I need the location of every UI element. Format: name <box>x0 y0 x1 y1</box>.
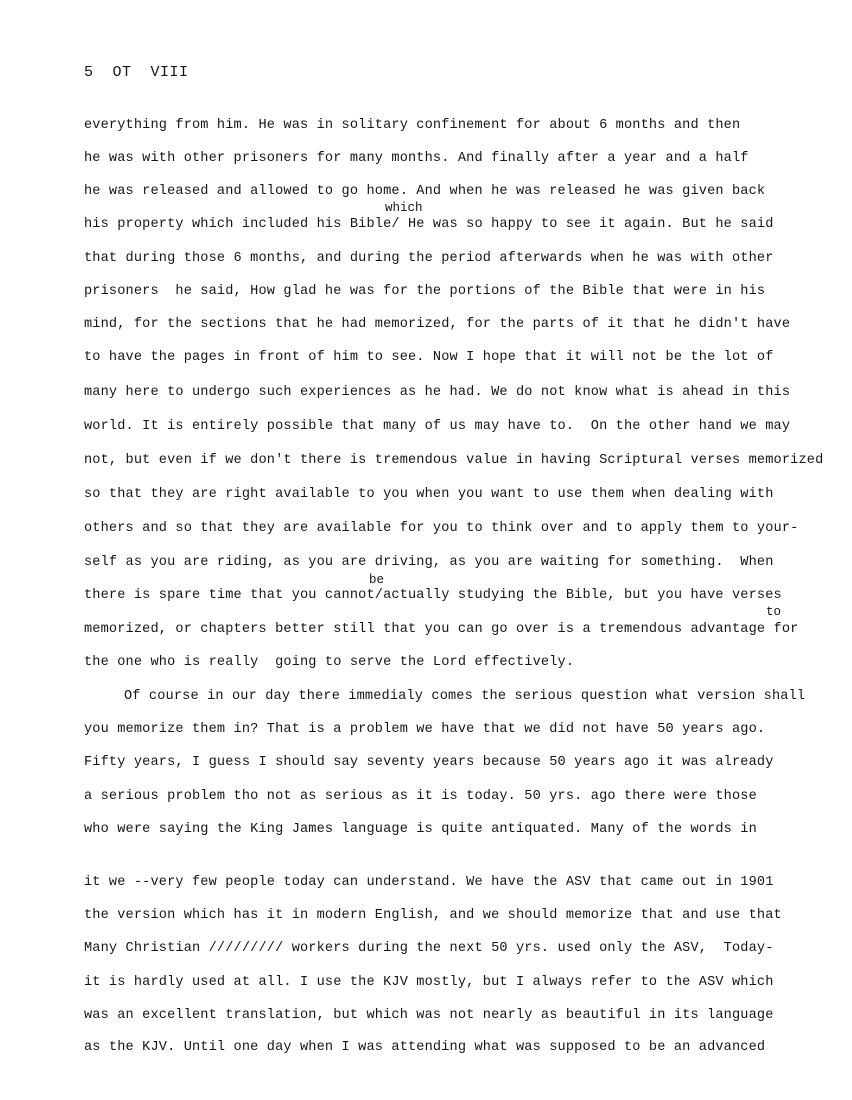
text-line: he was with other prisoners for many months. And finally after a year and a half <box>84 151 749 166</box>
text-line: his property which included his Bible/ He was so happy to see it again. But he said <box>84 217 774 232</box>
text-line: Of course in our day there immedialy comes the serious question what version shall <box>124 689 806 704</box>
text-line: the version which has it in modern English, and we should memorize that and use that <box>84 908 782 923</box>
text-line: it we --very few people today can understand. We have the ASV that came out in 1901 <box>84 875 774 890</box>
text-line: Many Christian ///////// workers during the next 50 yrs. used only the ASV, Today- <box>84 941 774 956</box>
page-header: 5 OT VIII <box>84 64 189 81</box>
text-line: self as you are riding, as you are driving, as you are waiting for something. When <box>84 555 774 570</box>
text-line: to have the pages in front of him to see. Now I hope that it will not be the lot of <box>84 350 774 365</box>
text-line: that during those 6 months, and during the period afterwards when he was with other <box>84 251 774 266</box>
text-line: was an excellent translation, but which was not nearly as beautiful in its language <box>84 1008 774 1023</box>
text-line: prisoners he said, How glad he was for the portions of the Bible that were in his <box>84 284 766 299</box>
text-line: many here to undergo such experiences as he had. We do not know what is ahead in this <box>84 385 791 400</box>
text-line: memorized, or chapters better still that you can go over is a tremendous advantage for <box>84 622 799 637</box>
text-line: the one who is really going to serve the Lord effectively. <box>84 655 575 670</box>
insert-to: to <box>766 605 782 619</box>
text-line: he was released and allowed to go home. And when he was released he was given back <box>84 184 766 199</box>
text-line: so that they are right available to you when you want to use them when dealing with <box>84 487 774 502</box>
text-line: world. It is entirely possible that many of us may have to. On the other hand we may <box>84 419 791 434</box>
text-line: everything from him. He was in solitary confinement for about 6 months and then <box>84 118 741 133</box>
text-line: there is spare time that you cannot/actually studying the Bible, but you have verses <box>84 588 782 603</box>
text-line: you memorize them in? That is a problem we have that we did not have 50 years ago. <box>84 722 766 737</box>
text-line: who were saying the King James language is quite antiquated. Many of the words in <box>84 822 757 837</box>
text-line: it is hardly used at all. I use the KJV mostly, but I always refer to the ASV which <box>84 975 774 990</box>
text-line: as the KJV. Until one day when I was attending what was supposed to be an advanced <box>84 1040 766 1055</box>
text-line: mind, for the sections that he had memorized, for the parts of it that he didn't have <box>84 317 791 332</box>
insert-which: which <box>385 201 423 215</box>
text-line: Fifty years, I guess I should say seventy years because 50 years ago it was already <box>84 755 774 770</box>
insert-be: be <box>369 573 385 587</box>
text-line: a serious problem tho not as serious as it is today. 50 yrs. ago there were those <box>84 789 757 804</box>
text-line: others and so that they are available for you to think over and to apply them to your- <box>84 521 799 536</box>
text-line: not, but even if we don't there is tremendous value in having Scriptural verses memorized <box>84 453 824 468</box>
